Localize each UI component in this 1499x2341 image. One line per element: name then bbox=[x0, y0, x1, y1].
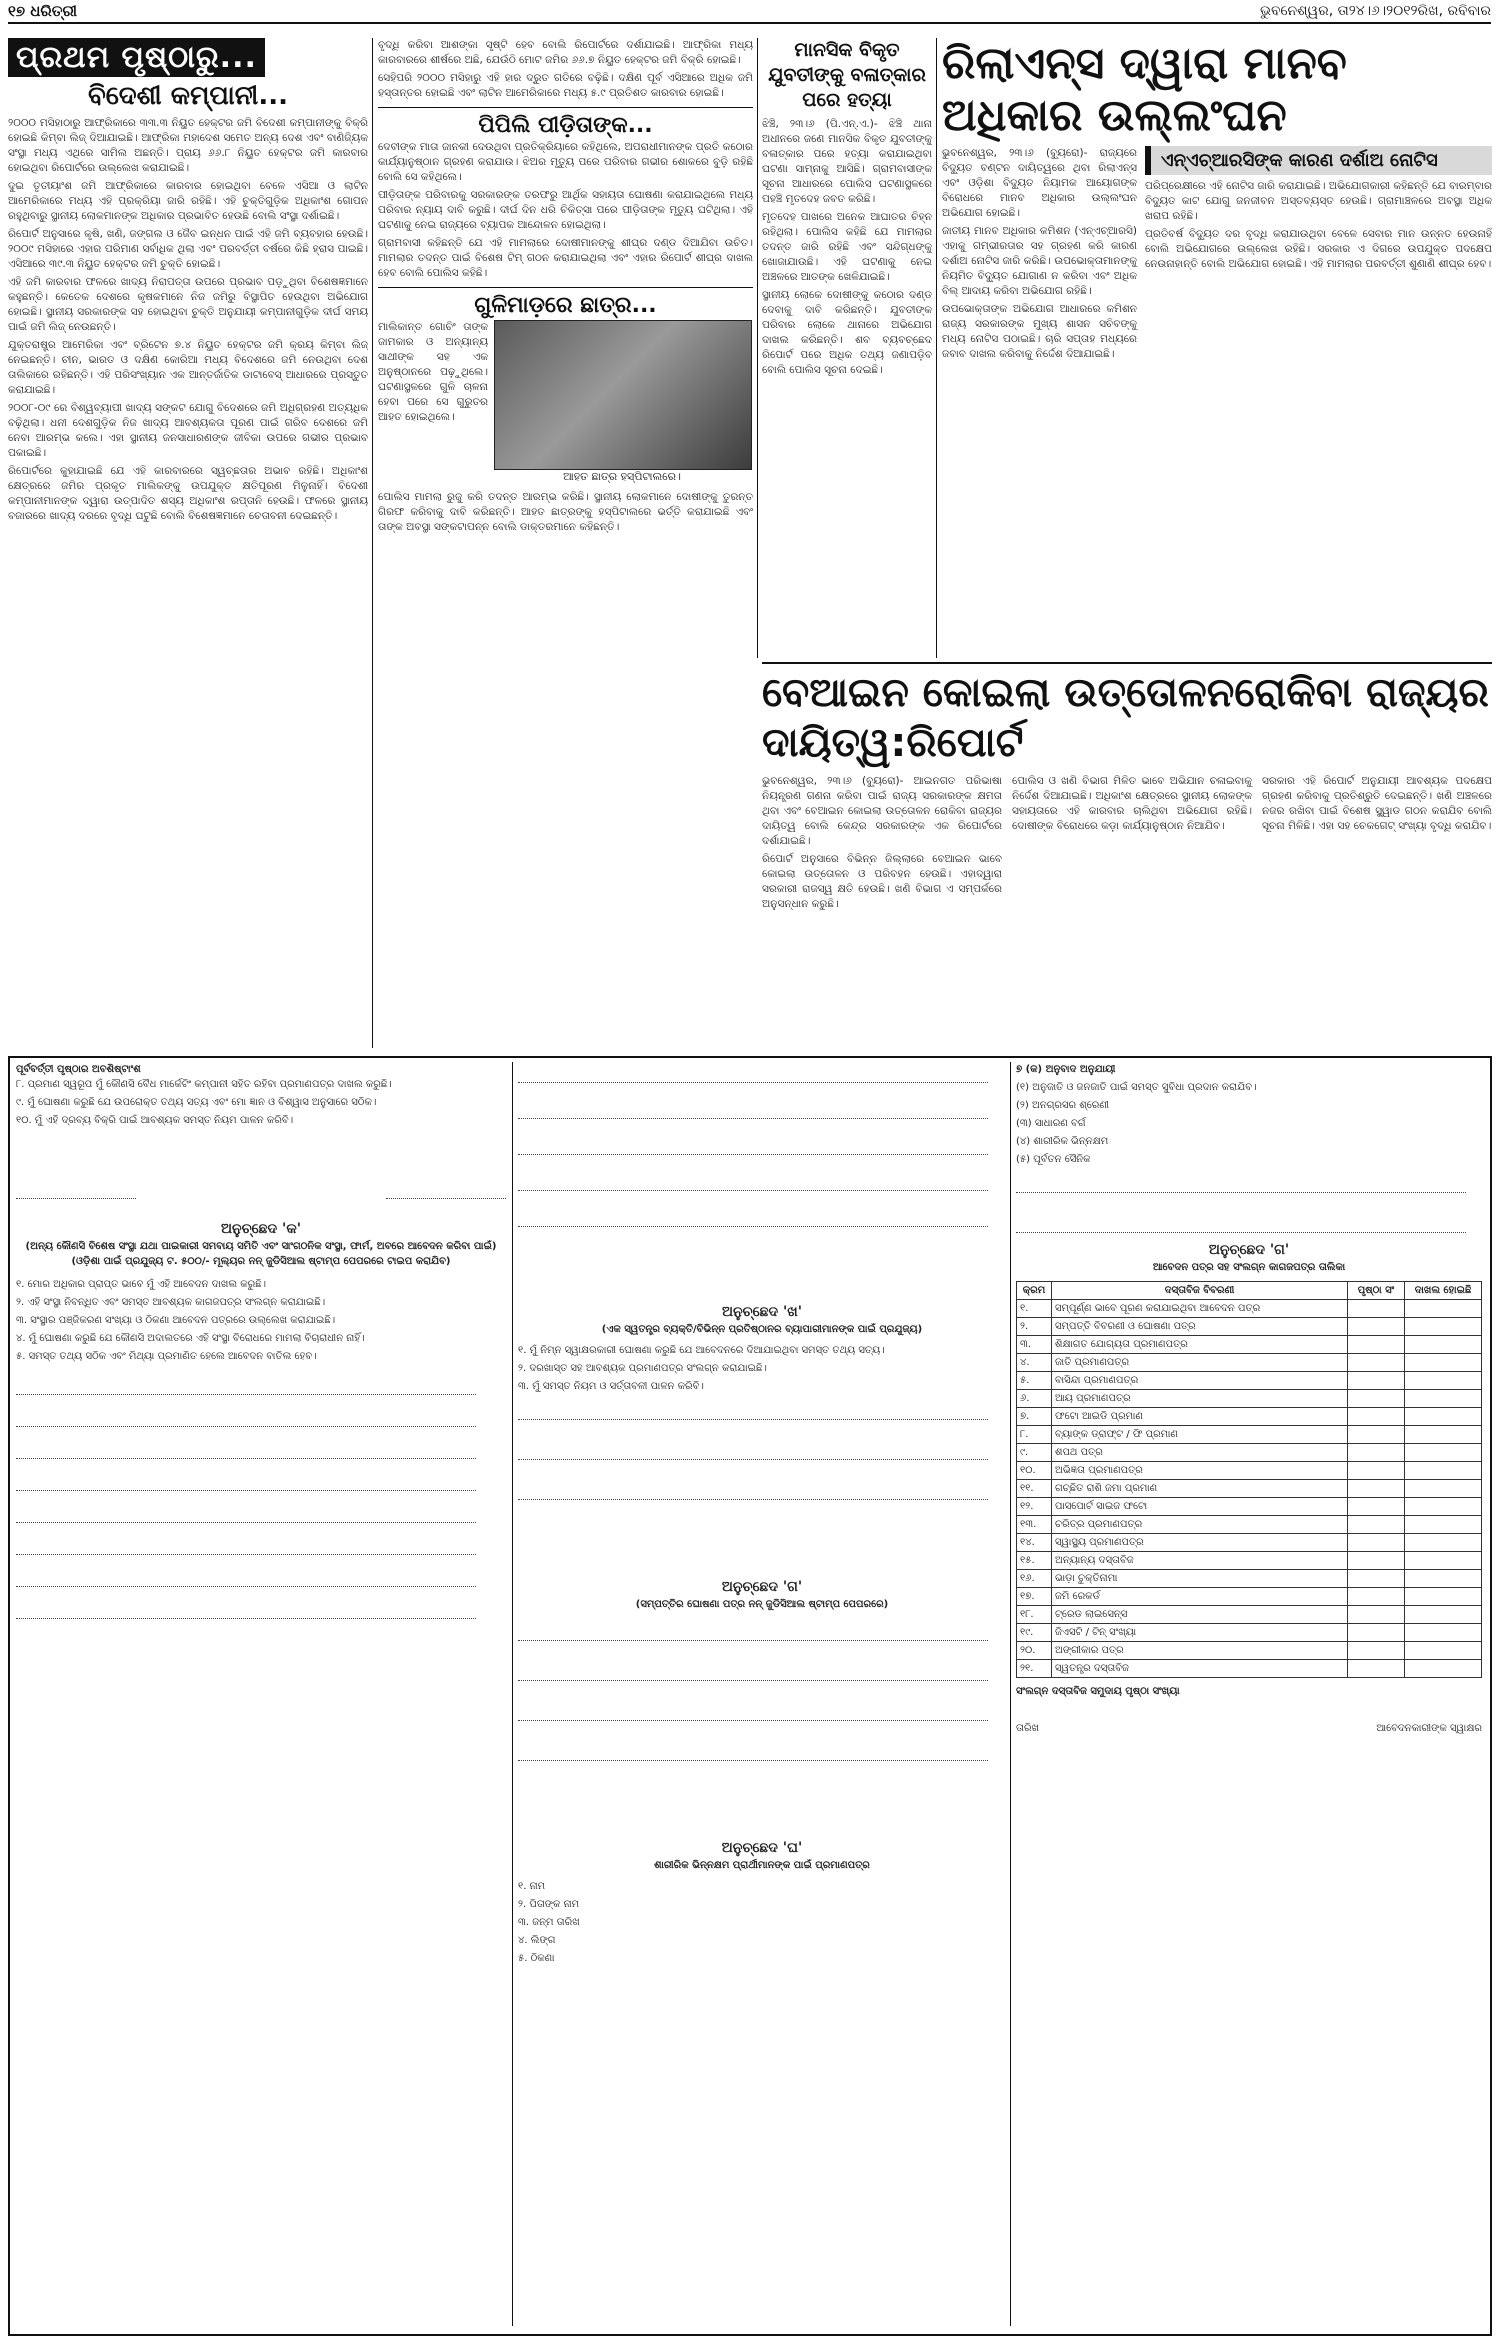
column-header: ଦାଖଲ ହୋଇଛି bbox=[1405, 1282, 1482, 1300]
story-headline-rape-murder: ମାନସିକ ବିକୃତ ଯୁବତୀଙ୍କୁ ବଳାତ୍କାର ପରେ ହତ୍ୟା bbox=[768, 39, 926, 111]
story-body bbox=[942, 146, 1137, 365]
paragraph: ଜାତୀୟ ମାନବ ଅଧିକାର କମିଶନ (ଏନ୍ଏଚ୍ଆରସି) ଏହାକୁ ଗମ୍ଭୀରତାର ସହ ଗ୍ରହଣ କରି କାରଣ ଦର୍ଶାଅ ନୋଟିସ ଜାରି କରିଛି। ଉପଭୋକ୍ତାମାନଙ୍କୁ ନିୟମିତ ବିଦ୍ୟୁତ ଯୋଗାଣ ନ କରିବା ଏବଂ ଅଧିକ ବିଲ୍ ଆଦାୟ କରିବା ଅଭିଯୋଗ ରହିଛି। bbox=[942, 225, 1137, 297]
table-cell bbox=[1405, 1642, 1482, 1660]
table-cell bbox=[1348, 1408, 1405, 1426]
form-item: (୫) ପୂର୍ବତନ ସୈନିକ bbox=[1016, 1154, 1091, 1165]
blank-line bbox=[16, 1512, 476, 1523]
form-gh-subtitle: ଶାରୀରିକ ଭିନ୍ନକ୍ଷମ ପ୍ରାର୍ଥୀମାନଙ୍କ ପାଇଁ ପ୍ରମାଣପତ୍ର bbox=[654, 1860, 870, 1871]
table-cell bbox=[1405, 1390, 1482, 1408]
blank-line bbox=[16, 1576, 476, 1587]
story-headline-pipili: ପିପିଲି ପୀଡ଼ିତାଙ୍କ... bbox=[378, 107, 753, 140]
story-body bbox=[762, 774, 1002, 915]
form-item: ୧. ମୁଁ ନିମ୍ନ ସ୍ୱାକ୍ଷରକାରୀ ଘୋଷଣା କରୁଛି ଯେ ଆବେଦନରେ ଦିଆଯାଇଥିବା ସମସ୍ତ ତଥ୍ୟ ସତ୍ୟ। bbox=[518, 1345, 885, 1356]
blank-line bbox=[1016, 1182, 1466, 1193]
documents-checklist-table bbox=[1016, 1281, 1482, 1678]
paragraph: ୨୦୦୦ ମସିହାଠାରୁ ଆଫ୍ରିକାରେ ୩୩.୩ ନିୟୁତ ହେକ୍ଟର ଜମି ବିଦେଶୀ କମ୍ପାନୀଙ୍କୁ ବିକ୍ରି ହୋଇଛି କିମ୍ବା ଲିଜ୍ ଦିଆଯାଇଛି। ଆଫ୍ରିକା ମହାଦେଶ ସମେତ ଅନ୍ୟ ଦେଶ ଏବଂ ବାଣିଜ୍ୟିକ ସଂସ୍ଥା ମଧ୍ୟ ଏଥିରେ ସାମିଲ ଅଛନ୍ତି। ପ୍ରାୟ ୬୬.୮ ନିୟୁତ ହେକ୍ଟର ଜମି କାରବାର ହୋଇଥିବା ରିପୋର୍ଟରେ ଉଲ୍ଲେଖ କରାଯାଇଛି। bbox=[8, 117, 368, 174]
paragraph: ଉପଭୋକ୍ତାଙ୍କ ଅଭିଯୋଗ ଆଧାରରେ କମିଶନ ରାଜ୍ୟ ସରକାରଙ୍କ ମୁଖ୍ୟ ଶାସନ ସଚିବଙ୍କୁ ମଧ୍ୟ ନୋଟିସ ପଠାଇଛି। ଚାରି ସପ୍ତାହ ମଧ୍ୟରେ ଜବାବ ଦାଖଲ କରିବାକୁ ନିର୍ଦ୍ଦେଶ ଦିଆଯାଇଛି। bbox=[942, 303, 1137, 360]
form-blank-area bbox=[518, 1618, 1006, 1838]
blank-line bbox=[1016, 1222, 1466, 1233]
table-cell bbox=[1348, 1588, 1405, 1606]
table-cell: ୧୩. bbox=[1017, 1516, 1052, 1534]
column-divider bbox=[936, 38, 937, 658]
table-cell: ୨୧. bbox=[1017, 1660, 1052, 1678]
paragraph: ୨୦୦୮-୦୯ ରେ ବିଶ୍ୱବ୍ୟାପୀ ଖାଦ୍ୟ ସଙ୍କଟ ଯୋଗୁ ବିଦେଶରେ ଜମି ଅଧିଗ୍ରହଣ ଅତ୍ୟଧିକ ବଢ଼ିଥିଲା। ଧନୀ ଦେଶଗୁଡ଼ିକ ନିଜ ଖାଦ୍ୟ ଆବଶ୍ୟକତା ପୂରଣ ପାଇଁ ଗରିବ ଦେଶରେ ଜମି ନେବା ଆରମ୍ଭ କଲେ। ଏହା ସ୍ଥାନୀୟ ଜନସାଧାରଣଙ୍କ ଜୀବିକା ଉପରେ ଗଭୀର ପ୍ରଭାବ ପକାଇଛି। bbox=[8, 402, 368, 459]
table-cell bbox=[1405, 1498, 1482, 1516]
paragraph: ସ୍ଥାନୀୟ ଲୋକେ ଦୋଷୀଙ୍କୁ କଠୋର ଦଣ୍ଡ ଦେବାକୁ ଦାବି କରିଛନ୍ତି। ଯୁବତୀଙ୍କ ପରିବାର ଲୋକେ ଥାନାରେ ଅଭିଯୋଗ ଦାଖଲ କରିଛନ୍ତି। ଶବ ବ୍ୟବଚ୍ଛେଦ ରିପୋର୍ଟ ପରେ ଅଧିକ ତଥ୍ୟ ଜଣାପଡ଼ିବ ବୋଲି ପୋଲିସ ସୂଚନା ଦେଇଛି। bbox=[762, 289, 932, 376]
table-cell: ୧୪. bbox=[1017, 1534, 1052, 1552]
table-row bbox=[1017, 1516, 1482, 1534]
table-cell bbox=[1348, 1372, 1405, 1390]
table-cell: ୧୫. bbox=[1017, 1552, 1052, 1570]
blank-line bbox=[518, 1630, 988, 1641]
form-item: ୧. ମୋର ଅଧିକାର ପ୍ରାପ୍ତ ଭାବେ ମୁଁ ଏହି ଆବେଦନ ଦାଖଲ କରୁଛି। bbox=[16, 1279, 267, 1290]
form-a-subtitle: (ଅନ୍ୟ କୌଣସି ବିଶେଷ ସଂସ୍ଥା ଯଥା ପାଇକାରୀ ସମବାୟ ସମିତି ଏବଂ ସାଂଗଠନିକ ସଂସ୍ଥା, ଫାର୍ମ, ଅବରେ ଆବେଦନ କରିବା ପାଇଁ) bbox=[25, 1241, 497, 1252]
table-cell: ୩. bbox=[1017, 1336, 1052, 1354]
page-number-label: ୧୭ ଧରିତ୍ରୀ bbox=[8, 2, 78, 20]
form-field: ୫. ଠିକଣା bbox=[518, 1953, 555, 1964]
blank-line bbox=[518, 1750, 988, 1761]
section-rule bbox=[762, 662, 1492, 664]
table-row bbox=[1017, 1462, 1482, 1480]
paragraph: ପ୍ରତିବର୍ଷ ବିଦ୍ୟୁତ ଦର ବୃଦ୍ଧି କରାଯାଉଥିବା ବେଳେ ସେବାର ମାନ ଉନ୍ନତ ହେଉନାହିଁ ବୋଲି ଅଭିଯୋଗରେ ଉଲ୍ଲେଖ ରହିଛି। ସରକାର ଏ ଦିଗରେ ଉପଯୁକ୍ତ ପଦକ୍ଷେପ ନେଉନାହାନ୍ତି ବୋଲି ଅଭିଯୋଗ ହୋଇଛି। ଏହି ମାମଲାର ପରବର୍ତ୍ତୀ ଶୁଣାଣି ଶୀଘ୍ର ହେବ। bbox=[1145, 228, 1492, 270]
table-row bbox=[1017, 1588, 1482, 1606]
table-cell: ଆୟ ପ୍ରମାଣପତ୍ର bbox=[1052, 1390, 1348, 1408]
form-item: ୮. ପ୍ରମାଣ ସ୍ୱରୂପ ମୁଁ କୌଣସି ବୈଧ ମାର୍କେଟିଂ କମ୍ପାନୀ ସହିତ ରହିବା ପ୍ରମାଣପତ୍ର ଦାଖଲ କରୁଛି। bbox=[16, 1079, 392, 1090]
table-row bbox=[1017, 1336, 1482, 1354]
right-form-subtitle: ଆବେଦନ ପତ୍ର ସହ ସଂଲଗ୍ନ କାଗଜପତ୍ର ତାଲିକା bbox=[1152, 1262, 1346, 1273]
table-cell bbox=[1348, 1642, 1405, 1660]
column-header: କ୍ରମ bbox=[1017, 1282, 1052, 1300]
column-continued-stories bbox=[378, 38, 753, 1048]
paragraph: ସରକାର ଏହି ରିପୋର୍ଟ ଅନୁଯାୟୀ ଆବଶ୍ୟକ ପଦକ୍ଷେପ ଗ୍ରହଣ କରିବାକୁ ପ୍ରତିଶ୍ରୁତି ଦେଇଛନ୍ତି। ଖଣି ଅଞ୍ଚଳରେ ନଜର ରଖିବା ପାଇଁ ବିଶେଷ ସ୍କ୍ୱାଡ ଗଠନ କରାଯିବ ବୋଲି ସୂଚନା ମିଳିଛି। ଏହା ସହ ଚେକଗେଟ୍ ସଂଖ୍ୟା ବୃଦ୍ଧି କରାଯିବ। bbox=[1262, 775, 1492, 832]
form-a-title: ଅନୁଚ୍ଛେଦ 'କ' bbox=[221, 1221, 301, 1237]
table-row bbox=[1017, 1300, 1482, 1318]
form-item: ୨. ଦରଖାସ୍ତ ସହ ଆବଶ୍ୟକ ପ୍ରମାଣପତ୍ର ସଂଲଗ୍ନ କରାଯାଇଛି। bbox=[518, 1363, 767, 1374]
table-cell: ଜାତି ପ୍ରମାଣପତ୍ର bbox=[1052, 1354, 1348, 1372]
story-body bbox=[1012, 774, 1252, 915]
table-cell bbox=[1348, 1660, 1405, 1678]
paragraph: ଝିଞ୍ଚି, ୨୩।୬ (ପି.ଏନ୍.ଏ.)- ଝିଞ୍ଚି ଥାନା ଅଧୀନରେ ଜଣେ ମାନସିକ ବିକୃତ ଯୁବତୀଙ୍କୁ ବଳାତ୍କାର ପରେ ହତ୍ୟା କରାଯାଇଥିବା ଘଟଣା ସାମ୍ନାକୁ ଆସିଛି। ଗ୍ରାମବାସୀଙ୍କ ସୂଚନା ଆଧାରରେ ପୋଲିସ ଘଟଣାସ୍ଥଳରେ ପହଞ୍ଚି ମୃତଦେହ ଜବତ କରିଛି। bbox=[762, 118, 932, 205]
table-cell: ଟ୍ରେଡ ଲାଇସେନ୍ସ bbox=[1052, 1606, 1348, 1624]
table-cell bbox=[1348, 1570, 1405, 1588]
table-cell bbox=[1348, 1480, 1405, 1498]
story-body bbox=[762, 117, 932, 378]
ad-column-left bbox=[16, 1062, 506, 2326]
paragraph: ଦୁଇ ତୃତୀୟାଂଶ ଜମି ଆଫ୍ରିକାରେ କାରବାର ହୋଇଥିବା ବେଳେ ଏସିଆ ଓ ଲାଟିନ ଆମେରିକାରେ ମଧ୍ୟ ଏହି ପ୍ରକ୍ରିୟା ଜାରି ରହିଛି। ଏହି ଚୁକ୍ତିଗୁଡ଼ିକ ଅଧିକାଂଶ ଗୋପନ ରହୁଥିବାରୁ ସ୍ଥାନୀୟ ଲୋକମାନଙ୍କ ଅଧିକାର ପ୍ରଭାବିତ ହେଉଛି ବୋଲି ସଂସ୍ଥା ଦର୍ଶାଇଛି। bbox=[8, 180, 368, 222]
form-item: (୧) ଅନୁଜାତି ଓ ଜନଜାତି ପାଇଁ ସମସ୍ତ ସୁବିଧା ପ୍ରଦାନ କରାଯିବ। bbox=[1016, 1082, 1257, 1093]
form-item: (୪) ଶାରୀରିକ ଭିନ୍ନକ୍ଷମ bbox=[1016, 1136, 1109, 1147]
table-row bbox=[1017, 1480, 1482, 1498]
table-cell bbox=[1348, 1336, 1405, 1354]
paragraph: ବୃଦ୍ଧି କରିବା ଆଶଙ୍କା ସୃଷ୍ଟି ହେବ ବୋଲି ରିପୋର୍ଟରେ ଦର୍ଶାଯାଇଛି। ଆଫ୍ରିକା ମଧ୍ୟ କାରବାରରେ ଶୀର୍ଷରେ ଅଛି, ଯେଉଁଠି ମୋଟ ଜମିର ୬୬.୭ ନିୟୁତ ହେକ୍ଟର ଜମି ବିକ୍ରି ହୋଇଛି। bbox=[378, 39, 753, 66]
table-cell: ୧୭. bbox=[1017, 1588, 1052, 1606]
signature-blank bbox=[16, 1188, 136, 1199]
blank-line bbox=[518, 1489, 988, 1500]
blank-line bbox=[518, 1449, 988, 1460]
table-cell bbox=[1405, 1588, 1482, 1606]
story-body bbox=[378, 38, 753, 101]
table-cell bbox=[1405, 1552, 1482, 1570]
form-blank-area bbox=[518, 1062, 1006, 1302]
table-cell: ସ୍ୱତନ୍ତ୍ର ଦସ୍ତାବିଜ bbox=[1052, 1660, 1348, 1678]
dateline: ଭୁବନେଶ୍ୱର, ତା୨୪।୬।୨୦୧୨ରିଖ, ରବିବାର bbox=[1259, 3, 1491, 19]
form-item: (୩) ସାଧାରଣ ବର୍ଗ bbox=[1016, 1118, 1086, 1129]
paragraph: ଭୁବନେଶ୍ୱର, ୨୩।୬ (ବ୍ୟୁରୋ)- ଆଇନଗତ ପରିଭାଷା ନିୟନ୍ତ୍ରଣ ଗଣନା କରିବା ପାଇଁ ରାଜ୍ୟ ସରକାରଙ୍କ କ୍ଷମତା ଥିବା ଏବଂ ବେଆଇନ କୋଇଲା ଉତ୍ତୋଳନ ରୋକିବା ରାଜ୍ୟର ଦାୟିତ୍ୱ ବୋଲି କେନ୍ଦ୍ର ସରକାରଙ୍କ ଏକ ରିପୋର୍ଟରେ ଦର୍ଶାଯାଇଛି। bbox=[762, 775, 1002, 847]
table-cell bbox=[1348, 1390, 1405, 1408]
column-crime-story bbox=[762, 38, 932, 658]
table-row bbox=[1017, 1498, 1482, 1516]
column-first-page-continued bbox=[8, 38, 368, 1048]
paragraph: ରିପୋର୍ଟରେ କୁହାଯାଇଛି ଯେ ଏହି କାରବାରରେ ସ୍ୱଚ୍ଛତାର ଅଭାବ ରହିଛି। ଅଧିକାଂଶ କ୍ଷେତ୍ରରେ ଜମିର ପ୍ରକୃତ ମାଲିକଙ୍କୁ ଉପଯୁକ୍ତ କ୍ଷତିପୂରଣ ମିଳୁନାହିଁ। ବିଦେଶୀ କମ୍ପାନୀମାନଙ୍କ ଦ୍ୱାରା ଉତ୍ପାଦିତ ଶସ୍ୟ ଅଧିକାଂଶ ରପ୍ତାନି ହେଉଛି। ଫଳରେ ସ୍ଥାନୀୟ ବଜାରରେ ଖାଦ୍ୟ ଦରରେ ବୃଦ୍ଧି ଘଟୁଛି ବୋଲି ବିଶେଷଜ୍ଞମାନେ ଚେତାବନୀ ଦେଇଛନ୍ତି। bbox=[8, 465, 368, 522]
story-headline-coal: ବେଆଇନ କୋଇଲା ଉତ୍ତୋଳନରୋକିବା ରାଜ୍ୟର ଦାୟିତ୍ୱ:ରିପୋର୍ଟ bbox=[762, 670, 1489, 766]
column-divider bbox=[757, 38, 758, 658]
table-header-row bbox=[1017, 1282, 1482, 1300]
story-with-photo bbox=[378, 320, 753, 490]
form-item: ୪. ମୁଁ ଘୋଷଣା କରୁଛି ଯେ କୌଣସି ଅଦାଲତରେ ଏହି ସଂସ୍ଥା ବିରୋଧରେ ମାମଲା ବିଚାରାଧୀନ ନାହିଁ। bbox=[16, 1333, 365, 1344]
notice-bar: ଏନ୍ଏଚ୍ଆରସିଙ୍କ କାରଣ ଦର୍ଶାଅ ନୋଟିସ bbox=[1145, 146, 1492, 175]
table-cell bbox=[1348, 1498, 1405, 1516]
story-headline-foreign-company: ବିଦେଶୀ କମ୍ପାନୀ... bbox=[88, 81, 288, 111]
paragraph: ଏହି ଜମି କାରବାର ଫଳରେ ଖାଦ୍ୟ ନିରାପତ୍ତା ଉପରେ ପ୍ରଭାବ ପଡ଼ୁଥିବା ବିଶେଷଜ୍ଞମାନେ କହୁଛନ୍ତି। କେତେକ ଦେଶରେ କୃଷକମାନେ ନିଜ ଜମିରୁ ବିସ୍ଥାପିତ ହେଉଥିବା ଅଭିଯୋଗ ହୋଇଛି। ସ୍ଥାନୀୟ ସରକାରଙ୍କ ସହ ହୋଇଥିବା ଚୁକ୍ତି ଅନୁଯାୟୀ କମ୍ପାନୀଗୁଡ଼ିକ ଦୀର୍ଘ ସମୟ ପାଇଁ ଜମି ଲିଜ୍ ନେଉଛନ୍ତି। bbox=[8, 276, 368, 333]
blank-line bbox=[16, 1416, 476, 1427]
table-cell bbox=[1405, 1660, 1482, 1678]
column-reliance-story bbox=[942, 38, 1492, 658]
form-item: ୯. ମୁଁ ଘୋଷଣା କରୁଛି ଯେ ଉପରୋକ୍ତ ତଥ୍ୟ ସତ୍ୟ ଏବଂ ମୋ ଜ୍ଞାନ ଓ ବିଶ୍ୱାସ ଅନୁସାରେ ସଠିକ। bbox=[16, 1097, 377, 1108]
blank-line bbox=[16, 1608, 476, 1619]
paragraph: ପୋଲିସ ଓ ଖଣି ବିଭାଗ ମିଳିତ ଭାବେ ଅଭିଯାନ ଚଳାଇବାକୁ ନିର୍ଦ୍ଦେଶ ଦିଆଯାଇଛି। ଅଧିକାଂଶ କ୍ଷେତ୍ରରେ ସ୍ଥାନୀୟ ଲୋକଙ୍କ ସହାୟତାରେ ଏହି କାରବାର ଚାଲିଥିବା ଅଭିଯୋଗ ରହିଛି। ଦୋଷୀଙ୍କ ବିରୋଧରେ କଡ଼ା କାର୍ଯ୍ୟାନୁଷ୍ଠାନ ନିଆଯିବ। bbox=[1012, 775, 1252, 832]
blank-line bbox=[16, 1544, 476, 1555]
table-row bbox=[1017, 1660, 1482, 1678]
table-cell bbox=[1405, 1408, 1482, 1426]
paragraph: ମାଲିକାନ୍ତ ଗୋଚିଂ ତାଙ୍କ ଜାମକାର ଓ ଅନ୍ୟାନ୍ୟ ସାଥୀଙ୍କ ସହ ଏକ ଅନୁଷ୍ଠାନରେ ପଢ଼ୁଥିଲେ। ଘଟଣାସ୍ଥଳରେ ଗୁଳି ଚାଳନା ହେବା ପରେ ସେ ଗୁରୁତର ଆହତ ହୋଇଥିଲେ। bbox=[378, 321, 488, 423]
table-cell bbox=[1348, 1426, 1405, 1444]
form-field: ୩. ଜନ୍ମ ତାରିଖ bbox=[518, 1917, 580, 1928]
table-cell: ୧୧. bbox=[1017, 1480, 1052, 1498]
blank-line bbox=[518, 1710, 988, 1721]
paragraph: ଯୁକ୍ତରାଷ୍ଟ୍ର ଆମେରିକା ଏବଂ ବ୍ରିଟେନ ୭.୪ ନିୟୁତ ହେକ୍ଟର ଜମି କ୍ରୟ କିମ୍ବା ଲିଜ୍ ନେଇଛନ୍ତି। ଚୀନ, ଭାରତ ଓ ଦକ୍ଷିଣ କୋରିଆ ମଧ୍ୟ ବିଦେଶରେ ଜମି ନେଉଥିବା ଦେଶ ତାଲିକାରେ ରହିଛନ୍ତି। ଏହି ପରିସଂଖ୍ୟାନ ଏକ ଆନ୍ତର୍ଜାତିକ ଡାଟାବେସ୍ ଆଧାରରେ ପ୍ରସ୍ତୁତ କରାଯାଇଛି। bbox=[8, 339, 368, 396]
column-divider bbox=[372, 38, 373, 1048]
table-row bbox=[1017, 1408, 1482, 1426]
table-cell: ୮. bbox=[1017, 1426, 1052, 1444]
story-headline-reliance: ରିଲାଏନ୍ସ ଦ୍ୱାରା ମାନବ ଅଧିକାର ଉଲ୍ଲଂଘନ bbox=[942, 38, 1347, 141]
page-header bbox=[8, 0, 1491, 24]
injured-student-photo bbox=[494, 320, 752, 470]
column-divider bbox=[1010, 1062, 1011, 2326]
table-cell bbox=[1348, 1354, 1405, 1372]
story-columns bbox=[762, 774, 1492, 915]
story-body bbox=[378, 140, 753, 281]
table-cell: ପାସପୋର୍ଟ ସାଇଜ ଫଟୋ bbox=[1052, 1498, 1348, 1516]
paragraph: ପରିପ୍ରେକ୍ଷୀରେ ଏହି ନୋଟିସ ଜାରି କରାଯାଇଛି। ଅଭିଯୋଗକାରୀ କହିଛନ୍ତି ଯେ ବାରମ୍ବାର ବିଦ୍ୟୁତ କାଟ ଯୋଗୁ ଜନଜୀବନ ଅସ୍ତବ୍ୟସ୍ତ ହେଉଛି। ଗ୍ରାମାଞ୍ଚଳରେ ଅବସ୍ଥା ଅଧିକ ଖରାପ ରହିଛି। bbox=[1145, 180, 1492, 222]
column-coal-story bbox=[762, 668, 1492, 1048]
ad-top-label: ପୂର୍ବବର୍ତ୍ତୀ ପୃଷ୍ଠାର ଅବଶିଷ୍ଟାଂଶ bbox=[16, 1064, 141, 1075]
story-headline-student-shot: ଗୁଳିମାଡ଼ରେ ଛାତ୍ର... bbox=[378, 287, 753, 320]
form-g-title: ଅନୁଚ୍ଛେଦ 'ଗ' bbox=[721, 1579, 803, 1595]
table-cell: ୧୨. bbox=[1017, 1498, 1052, 1516]
table-cell: ଭାଡ଼ା ଚୁକ୍ତିନାମା bbox=[1052, 1570, 1348, 1588]
table-row bbox=[1017, 1372, 1482, 1390]
table-cell: ୭. bbox=[1017, 1408, 1052, 1426]
table-cell bbox=[1348, 1444, 1405, 1462]
table-cell: ଜିଏସଟି / ଟିନ୍ ସଂଖ୍ୟା bbox=[1052, 1624, 1348, 1642]
table-cell bbox=[1405, 1606, 1482, 1624]
table-cell: ୧୮. bbox=[1017, 1606, 1052, 1624]
form-item: (୨) ଅନଗ୍ରସର ଶ୍ରେଣୀ bbox=[1016, 1100, 1110, 1111]
table-cell bbox=[1405, 1534, 1482, 1552]
paragraph: ସେହିପରି ୨୦୦୦ ମସିହାରୁ ଏହି ହାର ଦ୍ରୁତ ଗତିରେ ବଢ଼ିଛି। ଦକ୍ଷିଣ ପୂର୍ବ ଏସିଆରେ ଅଧିକ ଜମି ହସ୍ତାନ୍ତର ହୋଇଛି ଏବଂ ଲାଟିନ ଆମେରିକାରେ ମଧ୍ୟ ୫.୯ ପ୍ରତିଶତ କାରବାର ହୋଇଛି। bbox=[378, 72, 753, 99]
table-row bbox=[1017, 1534, 1482, 1552]
table-cell bbox=[1348, 1300, 1405, 1318]
story-body bbox=[8, 116, 368, 524]
table-row bbox=[1017, 1426, 1482, 1444]
table-cell bbox=[1405, 1336, 1482, 1354]
signature-row bbox=[1016, 1721, 1482, 1736]
table-cell bbox=[1405, 1462, 1482, 1480]
table-cell: ସ୍ୱାସ୍ଥ୍ୟ ପ୍ରମାଣପତ୍ର bbox=[1052, 1534, 1348, 1552]
signature-blank bbox=[386, 1188, 506, 1199]
table-cell: ୪. bbox=[1017, 1354, 1052, 1372]
table-cell bbox=[1405, 1300, 1482, 1318]
table-cell: ଜମି ରେକର୍ଡ bbox=[1052, 1588, 1348, 1606]
blank-line bbox=[518, 1409, 988, 1420]
form-item: ୧୦. ମୁଁ ଏହି ଦ୍ରବ୍ୟ ବିକ୍ରି ପାଇଁ ଆବଶ୍ୟକ ସମସ୍ତ ନିୟମ ପାଳନ କରିବି। bbox=[16, 1115, 294, 1126]
table-row bbox=[1017, 1624, 1482, 1642]
table-cell: ୧୦. bbox=[1017, 1462, 1052, 1480]
paragraph: ରିପୋର୍ଟ ଅନୁସାରେ ବିଭିନ୍ନ ଜିଲ୍ଲାରେ ବେଆଇନ ଭାବେ କୋଇଲା ଉତ୍ତୋଳନ ଓ ପରିବହନ ହେଉଛି। ଏହାଦ୍ୱାରା ସରକାରୀ ରାଜସ୍ୱ କ୍ଷତି ହେଉଛି। ଖଣି ବିଭାଗ ଏ ସମ୍ପର୍କରେ ଅନୁସନ୍ଧାନ କରୁଛି। bbox=[762, 853, 1002, 910]
blank-line bbox=[518, 1108, 988, 1119]
form-b-title: ଅନୁଚ୍ଛେଦ 'ଖ' bbox=[721, 1304, 803, 1320]
table-cell: ସମ୍ପୂର୍ଣ୍ଣ ଭାବେ ପୂରଣ କରାଯାଇଥିବା ଆବେଦନ ପତ୍ର bbox=[1052, 1300, 1348, 1318]
table-cell: ୧. bbox=[1017, 1300, 1052, 1318]
table-cell: ଅନ୍ୟାନ୍ୟ ଦସ୍ତାବିଜ bbox=[1052, 1552, 1348, 1570]
table-cell bbox=[1405, 1444, 1482, 1462]
blank-line bbox=[518, 1216, 988, 1227]
form-item: ୫. ସମସ୍ତ ତଥ୍ୟ ସଠିକ ଏବଂ ମିଥ୍ୟା ପ୍ରମାଣିତ ହେଲେ ଆବେଦନ ବାତିଲ ହେବ। bbox=[16, 1351, 317, 1362]
ad-column-right bbox=[1016, 1062, 1482, 2326]
ad-column-middle bbox=[518, 1062, 1006, 2326]
blank-line bbox=[518, 1670, 988, 1681]
blank-line bbox=[518, 1144, 988, 1155]
form-item: ୩. ମୁଁ ସମସ୍ତ ନିୟମ ଓ ସର୍ତ୍ତାବଳୀ ପାଳନ କରିବି। bbox=[518, 1381, 704, 1392]
paragraph: ରିପୋର୍ଟ ଅନୁସାରେ କୃଷି, ଖଣି, ଜଙ୍ଗଲ ଓ ଜୈବ ଇନ୍ଧନ ପାଇଁ ଏହି ଜମି ବ୍ୟବହାର ହେଉଛି। ୨୦୦୯ ମସିହାରେ ଏହାର ପରିମାଣ ସର୍ବାଧିକ ଥିଲା ଏବଂ ପରବର୍ତ୍ତୀ ବର୍ଷରେ କିଛି ହ୍ରାସ ପାଇଛି। ଏସିଆରେ ୩୯.୩ ନିୟୁତ ହେକ୍ଟର ଜମି ଚୁକ୍ତି ହୋଇଛି। bbox=[8, 228, 368, 270]
table-cell bbox=[1405, 1570, 1482, 1588]
table-cell: ୫. bbox=[1017, 1372, 1052, 1390]
table-cell bbox=[1405, 1354, 1482, 1372]
paragraph: ମୃତଦେହ ପାଖରେ ଅନେକ ଆଘାତର ଚିହ୍ନ ରହିଥିଲା। ପୋଲିସ କହିଛି ଯେ ମାମଲାର ତଦନ୍ତ ଜାରି ରହିଛି ଏବଂ ସନ୍ଦିଗ୍ଧଙ୍କୁ ଖୋଜାଯାଉଛି। ଏହି ଘଟଣାକୁ ନେଇ ଅଞ୍ଚଳରେ ଆତଙ୍କ ଖେଳିଯାଇଛି। bbox=[762, 211, 932, 283]
table-row bbox=[1017, 1444, 1482, 1462]
table-cell bbox=[1405, 1480, 1482, 1498]
table-cell bbox=[1405, 1426, 1482, 1444]
table-cell: ଶିକ୍ଷାଗତ ଯୋଗ୍ୟତା ପ୍ରମାଣପତ୍ର bbox=[1052, 1336, 1348, 1354]
blank-line bbox=[16, 1448, 476, 1459]
paragraph: ପୋଲିସ ମାମଲା ରୁଜୁ କରି ତଦନ୍ତ ଆରମ୍ଭ କରିଛି। ସ୍ଥାନୀୟ ଲୋକମାନେ ଦୋଷୀଙ୍କୁ ତୁରନ୍ତ ଗିରଫ କରିବାକୁ ଦାବି କରିଛନ୍ତି। ଆହତ ଛାତ୍ରଙ୍କୁ ହସ୍ପିଟାଲରେ ଭର୍ତ୍ତି କରାଯାଇଛି ଏବଂ ତାଙ୍କ ଅବସ୍ଥା ସଙ୍କଟାପନ୍ନ ବୋଲି ଡାକ୍ତରମାନେ କହିଛନ୍ତି। bbox=[378, 491, 753, 533]
table-row bbox=[1017, 1606, 1482, 1624]
table-cell: ବାସିନ୍ଦା ପ୍ରମାଣପତ୍ର bbox=[1052, 1372, 1348, 1390]
signature-line bbox=[16, 1188, 506, 1199]
notice-column bbox=[1145, 146, 1492, 365]
table-row bbox=[1017, 1570, 1482, 1588]
story-body bbox=[378, 320, 488, 490]
blank-line bbox=[518, 1072, 988, 1083]
photo-wrapper bbox=[494, 320, 752, 490]
table-cell bbox=[1348, 1552, 1405, 1570]
table-row bbox=[1017, 1642, 1482, 1660]
column-header: ଦସ୍ତାବିଜ ବିବରଣୀ bbox=[1052, 1282, 1348, 1300]
table-row bbox=[1017, 1390, 1482, 1408]
form-field: ୧. ନାମ bbox=[518, 1881, 546, 1892]
table-cell: ୬. bbox=[1017, 1390, 1052, 1408]
form-item: ୭ (କ) ଅନୁବାଦ ଅନୁଯାୟୀ bbox=[1016, 1064, 1116, 1075]
table-cell: ଗଚ୍ଛିତ ରାଶି ଜମା ପ୍ରମାଣ bbox=[1052, 1480, 1348, 1498]
table-cell: ୯. bbox=[1017, 1444, 1052, 1462]
photo-caption: ଆହତ ଛାତ୍ର ହସ୍ପିଟାଲରେ। bbox=[563, 470, 681, 483]
table-row bbox=[1017, 1552, 1482, 1570]
table-cell: ୧୯. bbox=[1017, 1624, 1052, 1642]
table-row bbox=[1017, 1318, 1482, 1336]
blank-line bbox=[16, 1384, 476, 1395]
table-cell: ଶପଥ ପତ୍ର bbox=[1052, 1444, 1348, 1462]
table-cell: ଫଟୋ ଆଇଡି ପ୍ରମାଣ bbox=[1052, 1408, 1348, 1426]
story-body bbox=[1262, 774, 1492, 915]
column-divider bbox=[512, 1062, 513, 2326]
form-a-fee-note: (ଓଡ଼ିଶା ପାଇଁ ପ୍ରଯୁଜ୍ୟ ଟ. ୫୦୦/- ମୂଲ୍ୟର ନନ୍ ଜୁଡିସିଆଲ ଷ୍ଟାମ୍ପ ପେପରରେ ଟାଇପ କରାଯିବ) bbox=[71, 1256, 451, 1267]
column-header: ପୃଷ୍ଠା ସଂ bbox=[1348, 1282, 1405, 1300]
paragraph: ଭୁବନେଶ୍ୱର, ୨୩।୬ (ବ୍ୟୁରୋ)- ରାଜ୍ୟରେ ବିଦ୍ୟୁତ ବଣ୍ଟନ ଦାୟିତ୍ୱରେ ଥିବା ରିଲାଏନ୍ସ ଏବଂ ଓଡ଼ିଶା ବିଦ୍ୟୁତ ନିୟାମକ ଆୟୋଗଙ୍କ ବିରୋଧରେ ମାନବ ଅଧିକାର ଉଲ୍ଲଂଘନ ଅଭିଯୋଗ ହୋଇଛି। bbox=[942, 147, 1137, 219]
applicant-signature-label: ଆବେଦନକାରୀଙ୍କ ସ୍ୱାକ୍ଷର bbox=[1376, 1723, 1482, 1734]
table-cell bbox=[1405, 1516, 1482, 1534]
table-cell bbox=[1405, 1624, 1482, 1642]
table-row bbox=[1017, 1354, 1482, 1372]
blank-line bbox=[16, 1480, 476, 1491]
story-columns bbox=[942, 146, 1492, 365]
form-item: ୨. ଏହି ସଂସ୍ଥା ନିବନ୍ଧିତ ଏବଂ ସମସ୍ତ ଆବଶ୍ୟକ କାଗଜପତ୍ର ସଂଲଗ୍ନ କରାଯାଇଛି। bbox=[16, 1297, 326, 1308]
blank-lines bbox=[16, 1376, 506, 1632]
table-cell bbox=[1348, 1624, 1405, 1642]
right-form-title: ଅନୁଚ୍ଛେଦ 'ଗ' bbox=[1208, 1242, 1290, 1258]
form-b-subtitle: (ଏକ ସ୍ୱତନ୍ତ୍ର ବ୍ୟକ୍ତି/ବିଭିନ୍ନ ପ୍ରତିଷ୍ଠାନର ବ୍ୟାପାରୀମାନଙ୍କ ପାଇଁ ପ୍ରଯୁଜ୍ୟ) bbox=[601, 1324, 923, 1335]
story-body bbox=[378, 490, 753, 535]
form-blank-area bbox=[518, 1397, 1006, 1577]
table-footer: ସଂଲଗ୍ନ ଦସ୍ତାବିଜ ସମୁଦାୟ ପୃଷ୍ଠା ସଂଖ୍ୟା bbox=[1016, 1686, 1180, 1697]
paragraph: ଗ୍ରାମବାସୀ କହିଛନ୍ତି ଯେ ଏହି ମାମଲାରେ ଦୋଷୀମାନଙ୍କୁ ଶୀଘ୍ର ଦଣ୍ଡ ଦିଆଯିବା ଉଚିତ। ମାମଲାର ତଦନ୍ତ ପାଇଁ ବିଶେଷ ଟିମ୍ ଗଠନ କରାଯାଇଥିଲା ଏବଂ ଏହାର ରିପୋର୍ଟ ଶୀଘ୍ର ଦାଖଲ ହେବ ବୋଲି ପୋଲିସ କହିଛି। bbox=[378, 237, 753, 279]
table-cell bbox=[1348, 1318, 1405, 1336]
date-label: ତାରିଖ bbox=[1016, 1723, 1040, 1734]
table-cell: ଅଙ୍ଗୀକାର ପତ୍ର bbox=[1052, 1642, 1348, 1660]
table-cell: ଅଭିଜ୍ଞତା ପ୍ରମାଣପତ୍ର bbox=[1052, 1462, 1348, 1480]
table-cell bbox=[1348, 1516, 1405, 1534]
paragraph: ଦେବୀଙ୍କ ମାତା ଜାନକୀ ଦେଉଥିବା ପ୍ରତିକ୍ରିୟାରେ କହିଥିଲେ, ଅପରାଧୀମାନଙ୍କ ପ୍ରତି କଠୋର କାର୍ଯ୍ୟାନୁଷ୍ଠାନ ଗ୍ରହଣ କରାଯାଉ। ଝିଅର ମୃତ୍ୟୁ ପରେ ପରିବାର ଗଭୀର ଶୋକରେ ବୁଡ଼ି ରହିଛି ବୋଲି ସେ କହିଥିଲେ। bbox=[378, 141, 753, 183]
story-body bbox=[1145, 179, 1492, 272]
table-cell bbox=[1405, 1372, 1482, 1390]
table-cell: ୧୬. bbox=[1017, 1570, 1052, 1588]
table-cell bbox=[1405, 1318, 1482, 1336]
form-field: ୪. ଲିଙ୍ଗ bbox=[518, 1935, 556, 1946]
table-cell: ବ୍ୟାଙ୍କ ଡ୍ରାଫ୍ଟ / ଫି ପ୍ରମାଣ bbox=[1052, 1426, 1348, 1444]
table-cell: ଚରିତ୍ର ପ୍ରମାଣପତ୍ର bbox=[1052, 1516, 1348, 1534]
paragraph: ପୀଡ଼ିତାଙ୍କ ପରିବାରକୁ ସରକାରଙ୍କ ତରଫରୁ ଆର୍ଥିକ ସହାୟତା ଘୋଷଣା କରାଯାଇଥିଲେ ମଧ୍ୟ ପରିବାର ନ୍ୟାୟ ଦାବି କରୁଛି। ଦୀର୍ଘ ଦିନ ଧରି ଚିକିତ୍ସା ପରେ ପୀଡ଼ିତାଙ୍କ ମୃତ୍ୟୁ ଘଟିଥିଲା। ଏହି ଘଟଣାକୁ ନେଇ ରାଜ୍ୟରେ ବ୍ୟାପକ ଆନ୍ଦୋଳନ ହୋଇଥିଲା। bbox=[378, 189, 753, 231]
section-kicker: ପ୍ରଥମ ପୃଷ୍ଠାରୁ... bbox=[8, 38, 265, 77]
table-cell bbox=[1348, 1534, 1405, 1552]
table-cell bbox=[1348, 1606, 1405, 1624]
form-g-subtitle: (ସମ୍ପତ୍ତିର ଘୋଷଣା ପତ୍ର ନନ୍ ଜୁଡିସିଆଲ ଷ୍ଟାମ୍ପ ପେପରରେ) bbox=[635, 1599, 889, 1610]
table-cell: ୨. bbox=[1017, 1318, 1052, 1336]
table-cell: ୨୦. bbox=[1017, 1642, 1052, 1660]
table-cell bbox=[1348, 1462, 1405, 1480]
table-cell: ସମ୍ପତ୍ତି ବିବରଣୀ ଓ ଘୋଷଣା ପତ୍ର bbox=[1052, 1318, 1348, 1336]
blank-line bbox=[518, 1180, 988, 1191]
form-gh-title: ଅନୁଚ୍ଛେଦ 'ଘ' bbox=[721, 1840, 803, 1856]
form-blank-area bbox=[1016, 1170, 1482, 1240]
form-field: ୨. ପିତାଙ୍କ ନାମ bbox=[518, 1899, 580, 1910]
form-item: ୩. ସଂସ୍ଥାର ପଞ୍ଜିକରଣ ସଂଖ୍ୟା ଓ ଠିକଣା ଆବେଦନ ପତ୍ରରେ ଉଲ୍ଲେଖ କରାଯାଇଛି। bbox=[16, 1315, 336, 1326]
